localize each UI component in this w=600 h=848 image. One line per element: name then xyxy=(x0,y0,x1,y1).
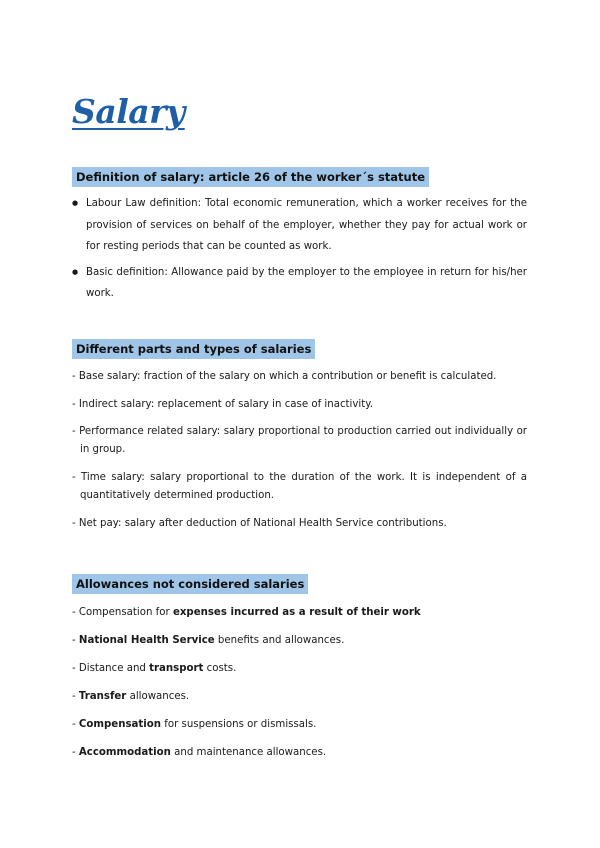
list-item: - Indirect salary: replacement of salary in case of inactivity. xyxy=(72,399,374,410)
list-item: ● Basic definition: Allowance paid by the employer to the employee in return for his/her work. xyxy=(72,262,527,305)
list-item: - National Health Service benefits and allowances. xyxy=(72,635,345,646)
section-heading-types: Different parts and types of salaries xyxy=(72,339,315,359)
list-item: - Distance and transport costs. xyxy=(72,663,237,674)
list-item: - Accommodation and maintenance allowances. xyxy=(72,747,327,758)
list-item: - Base salary: fraction of the salary on which a contribution or benefit is calculated. xyxy=(72,371,497,382)
list-item: - Compensation for expenses incurred as a result of their work xyxy=(72,607,421,618)
list-item: - Transfer allowances. xyxy=(72,691,190,702)
section-heading-definition: Definition of salary: article 26 of the worker´s statute xyxy=(72,167,429,187)
list-item: ● Labour Law definition: Total economic remuneration, which a worker receives for the provision of services on behalf of the employer, whether they pay for actual work or for resting periods that can be counted as work. xyxy=(72,193,527,258)
page-title: Salary xyxy=(72,92,185,131)
list-item: - Net pay: salary after deduction of National Health Service contributions. xyxy=(72,518,447,529)
list-item: - Compensation for suspensions or dismissals. xyxy=(72,719,317,730)
definition-list xyxy=(72,193,527,305)
section-heading-allowances: Allowances not considered salaries xyxy=(72,574,308,594)
list-item: - Time salary: salary proportional to the duration of the work. It is independent of a quantitatively determined production. xyxy=(72,472,527,501)
list-item: - Performance related salary: salary proportional to production carried out individually or in group. xyxy=(72,426,527,455)
